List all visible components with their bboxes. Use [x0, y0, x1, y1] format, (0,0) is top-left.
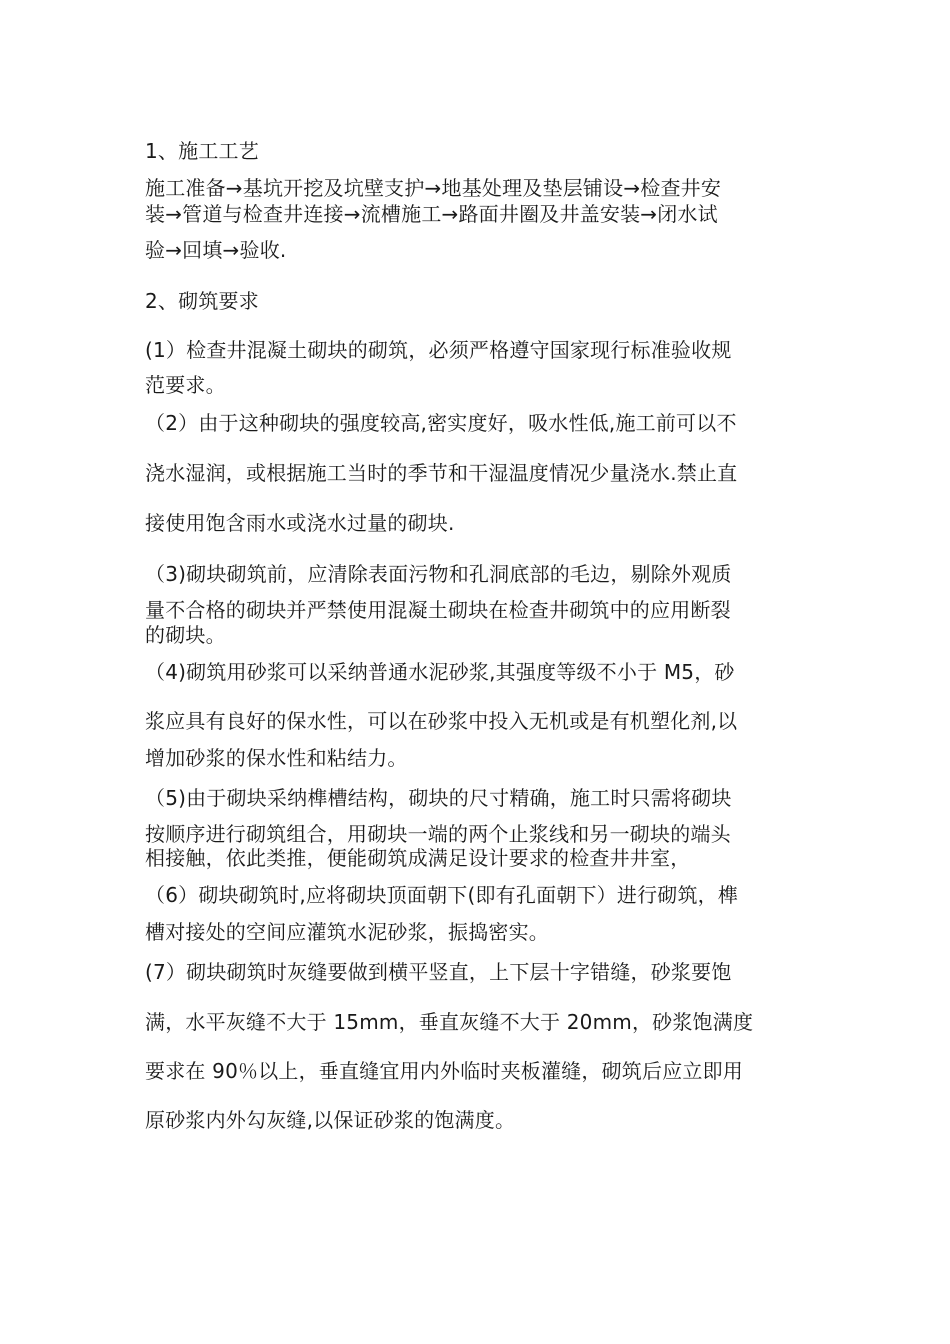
paragraph-line: （2）由于这种砌块的强度较高,密实度好，吸水性低,施工前可以不 — [145, 411, 737, 435]
paragraph-line: （6）砌块砌筑时,应将砌块顶面朝下(即有孔面朝下）进行砌筑，榫 — [145, 883, 739, 907]
paragraph-line: (1）检查井混凝土砌块的砌筑，必须严格遵守国家现行标准验收规 — [145, 338, 732, 362]
paragraph-line: 接使用饱含雨水或浇水过量的砌块. — [145, 511, 455, 535]
process-line: 装→管道与检查井连接→流槽施工→路面井圈及井盖安装→闭水试 — [145, 202, 718, 226]
paragraph-line: 浆应具有良好的保水性，可以在砂浆中投入无机或是有机塑化剂,以 — [145, 709, 738, 733]
paragraph-line: 的砌块。 — [145, 623, 226, 647]
paragraph-line: 要求在 90％以上，垂直缝宜用内外临时夹板灌缝，砌筑后应立即用 — [145, 1059, 744, 1083]
section-heading-process: 1、施工工艺 — [145, 139, 259, 163]
paragraph-line: 满，水平灰缝不大于 15mm，垂直灰缝不大于 20mm，砂浆饱满度 — [145, 1010, 754, 1034]
paragraph-line: 量不合格的砌块并严禁使用混凝土砌块在检查井砌筑中的应用断裂 — [145, 598, 731, 622]
paragraph-line: 相接触，依此类推，便能砌筑成满足设计要求的检查井井室， — [145, 846, 691, 870]
paragraph-line: 浇水湿润，或根据施工当时的季节和干湿温度情况少量浇水.禁止直 — [145, 461, 738, 485]
paragraph-line: 范要求。 — [145, 373, 226, 397]
paragraph-line: （4)砌筑用砂浆可以采纳普通水泥砂浆,其强度等级不小于 M5，砂 — [145, 660, 735, 684]
paragraph-line: （3)砌块砌筑前，应清除表面污物和孔洞底部的毛边，剔除外观质 — [145, 562, 732, 586]
paragraph-line: （5)由于砌块采纳榫槽结构，砌块的尺寸精确，施工时只需将砌块 — [145, 786, 732, 810]
paragraph-line: 槽对接处的空间应灌筑水泥砂浆，振捣密实。 — [145, 920, 549, 944]
paragraph-line: (7）砌块砌筑时灰缝要做到横平竖直，上下层十字错缝，砂浆要饱 — [145, 960, 732, 984]
paragraph-line: 增加砂浆的保水性和粘结力。 — [145, 746, 408, 770]
paragraph-line: 按顺序进行砌筑组合，用砌块一端的两个止浆线和另一砌块的端头 — [145, 822, 731, 846]
section-heading-masonry: 2、砌筑要求 — [145, 289, 259, 313]
process-line: 施工准备→基坑开挖及坑壁支护→地基处理及垫层铺设→检查井安 — [145, 176, 722, 200]
process-line: 验→回填→验收. — [145, 238, 287, 262]
paragraph-line: 原砂浆内外勾灰缝,以保证砂浆的饱满度。 — [145, 1108, 516, 1132]
